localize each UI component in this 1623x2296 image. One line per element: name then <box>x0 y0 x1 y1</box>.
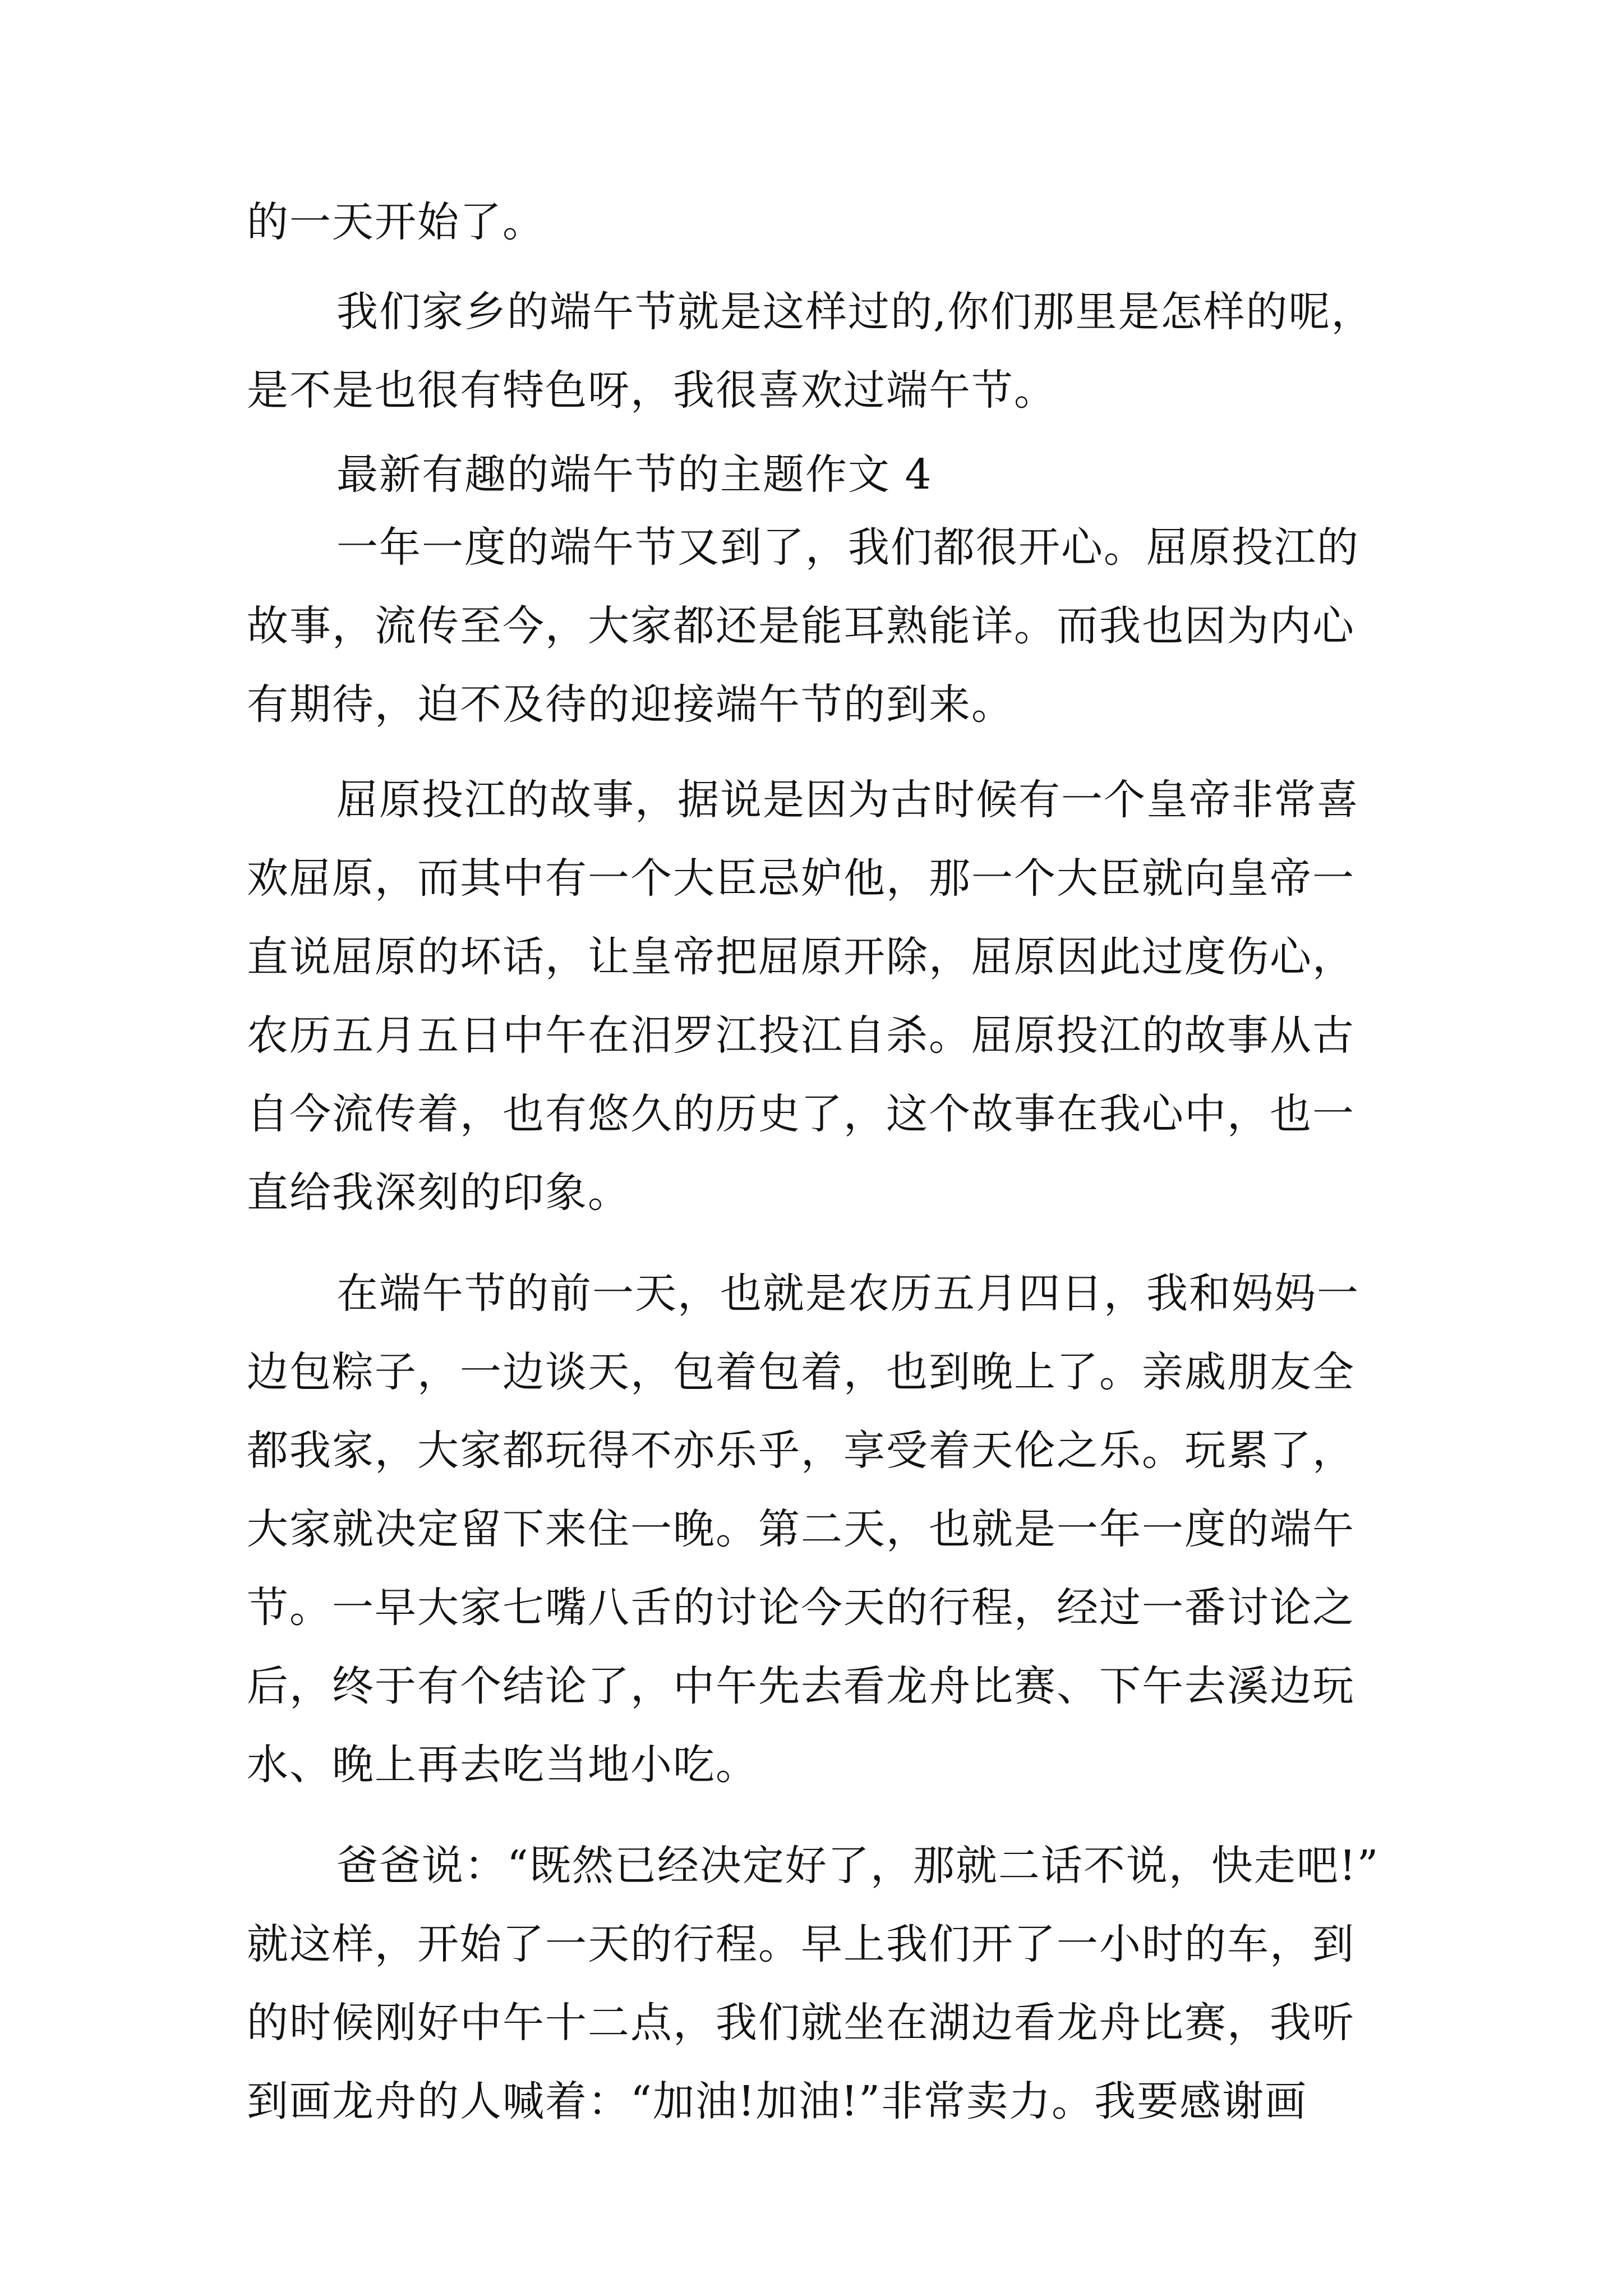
paragraph-start: 屈原投江的故事，据说是因为古时候有一个皇帝非常喜 <box>336 776 1359 824</box>
section-heading: 最新有趣的端午节的主题作文 4 <box>336 450 933 499</box>
text-line: 的时候刚好中午十二点，我们就坐在湖边看龙舟比赛，我听 <box>247 1999 1355 2047</box>
text-line: 是不是也很有特色呀，我很喜欢过端午节。 <box>247 366 1057 415</box>
text-line: 直给我深刻的印象。 <box>247 1168 630 1217</box>
paragraph-start: 在端午节的前一天，也就是农历五月四日，我和妈妈一 <box>336 1269 1359 1318</box>
text-line: 的一天开始了。 <box>247 198 545 246</box>
text-line: 到画龙舟的人喊着：“加油!加油!”非常卖力。我要感谢画 <box>247 2077 1308 2125</box>
text-line: 就这样，开始了一天的行程。早上我们开了一小时的车，到 <box>247 1920 1355 1968</box>
text-line: 边包粽子，一边谈天，包着包着，也到晚上了。亲戚朋友全 <box>247 1348 1355 1396</box>
text-line: 有期待，迫不及待的迎接端午节的到来。 <box>247 680 1014 729</box>
paragraph-start: 我们家乡的端午节就是这样过的,你们那里是怎样的呢， <box>336 288 1374 336</box>
text-line: 自今流传着，也有悠久的历史了，这个故事在我心中，也一 <box>247 1090 1355 1138</box>
paragraph-start: 一年一度的端午节又到了，我们都很开心。屈原投江的 <box>336 523 1359 572</box>
text-line: 都我家，大家都玩得不亦乐乎，享受着天伦之乐。玩累了， <box>247 1427 1355 1475</box>
text-line: 农历五月五日中午在汨罗江投江自杀。屈原投江的故事从古 <box>247 1011 1355 1060</box>
text-line: 节。一早大家七嘴八舌的讨论今天的行程，经过一番讨论之 <box>247 1584 1355 1632</box>
text-line: 欢屈原，而其中有一个大臣忌妒他，那一个大臣就向皇帝一 <box>247 854 1355 903</box>
text-line: 故事，流传至今，大家都还是能耳熟能详。而我也因为内心 <box>247 602 1355 650</box>
paragraph-start: 爸爸说：“既然已经决定好了，那就二话不说，快走吧!” <box>336 1842 1380 1890</box>
text-line: 后，终于有个结论了，中午先去看龙舟比赛、下午去溪边玩 <box>247 1662 1355 1710</box>
text-line: 大家就决定留下来住一晚。第二天，也就是一年一度的端午 <box>247 1505 1355 1553</box>
text-line: 直说屈原的坏话，让皇帝把屈原开除，屈原因此过度伤心， <box>247 933 1355 981</box>
text-line: 水、晚上再去吃当地小吃。 <box>247 1741 758 1789</box>
